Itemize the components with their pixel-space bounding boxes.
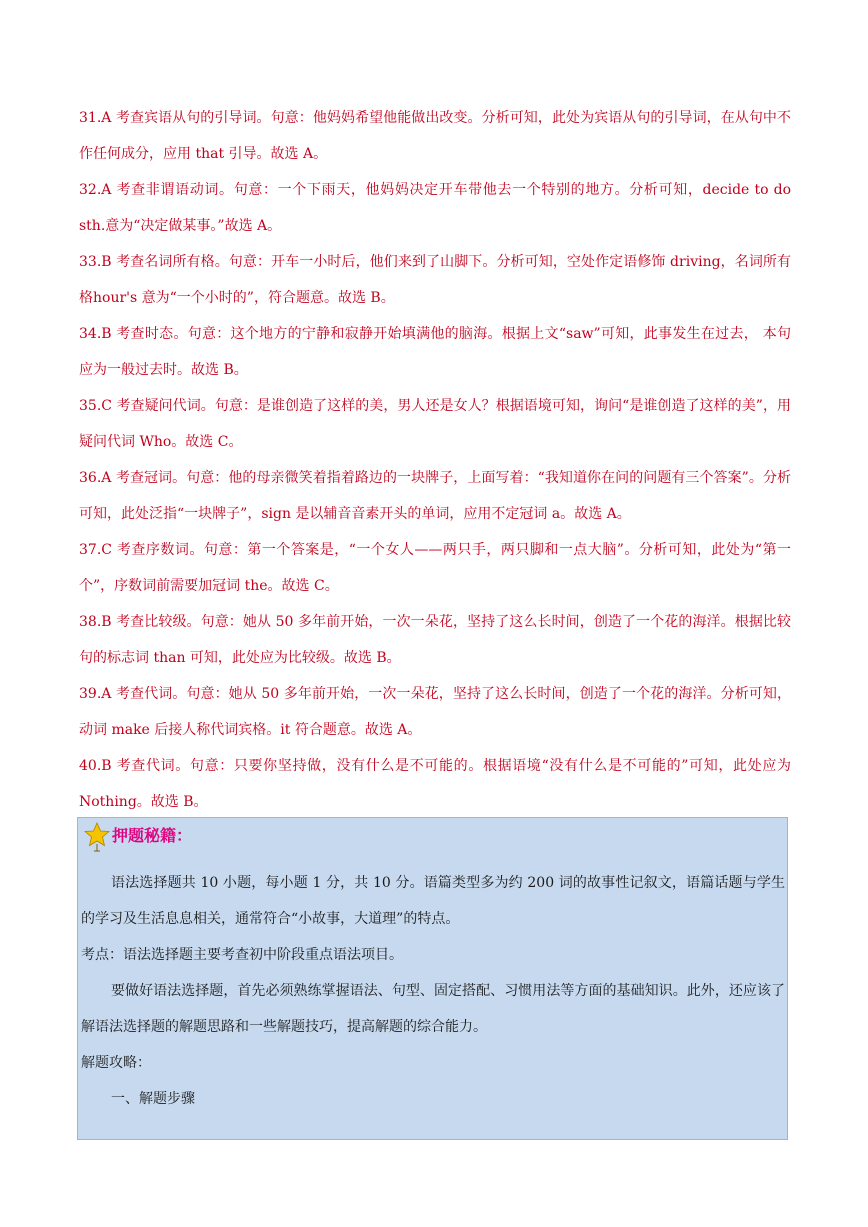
answer-33: 33.B 考查名词所有格。句意：开车一小时后，他们来到了山脚下。分析可知，空处作定语修饰 driving，名词所有格hour's 意为“一个小时的”，符合题意。故选 B。	[79, 254, 791, 306]
answer-38: 38.B 考查比较级。句意：她从 50 多年前开始，一次一朵花，坚持了这么长时间，创造了一个花的海洋。根据比较句的标志词 than 可知，此处应为比较级。故选 B。	[79, 614, 791, 666]
answer-39: 39.A 考查代词。句意：她从 50 多年前开始，一次一朵花，坚持了这么长时间，创造了一个花的海洋。分析可知，动词 make 后接人称代词宾格。it 符合题意。故选 A。	[79, 686, 791, 738]
answer-36: 36.A 考查冠词。句意：他的母亲微笑着指着路边的一块牌子，上面写着：“我知道你在问的问题有三个答案”。分析可知，此处泛指“一块牌子”，sign 是以辅音音素开头的单词，应用不定冠词 a。故选 A。	[79, 470, 791, 522]
tips-paragraph-steps: 一、解题步骤	[111, 1091, 195, 1107]
star-icon	[84, 822, 110, 852]
tips-box	[77, 817, 788, 1140]
answer-37: 37.C 考查序数词。句意：第一个答案是，“一个女人——两只手，两只脚和一点大脑”。分析可知，此处为“第一个”，序数词前需要加冠词 the。故选 C。	[79, 542, 791, 594]
answer-31: 31.A 考查宾语从句的引导词。句意：他妈妈希望他能做出改变。分析可知，此处为宾语从句的引导词，在从句中不作任何成分，应用 that 引导。故选 A。	[79, 110, 791, 162]
tips-paragraph-strategy: 解题攻略：	[81, 1055, 151, 1071]
tips-paragraph-points: 考点：语法选择题主要考查初中阶段重点语法项目。	[81, 947, 403, 963]
answer-35: 35.C 考查疑问代词。句意：是谁创造了这样的美，男人还是女人？根据语境可知，询问“是谁创造了这样的美”，用疑问代词 Who。故选 C。	[79, 398, 791, 450]
answer-40: 40.B 考查代词。句意：只要你坚持做，没有什么是不可能的。根据语境“没有什么是不可能的”可知，此处应为 Nothing。故选 B。	[79, 758, 791, 810]
tips-paragraph-method: 要做好语法选择题，首先必须熟练掌握语法、句型、固定搭配、习惯用法等方面的基础知识。此外，还应该了解语法选择题的解题思路和一些解题技巧，提高解题的综合能力。	[81, 983, 785, 1035]
answer-list	[79, 100, 791, 820]
answer-32: 32.A 考查非谓语动词。句意：一个下雨天，他妈妈决定开车带他去一个特别的地方。分析可知，decide to do sth.意为“决定做某事。”故选 A。	[79, 182, 791, 234]
tips-paragraph-intro: 语法选择题共 10 小题，每小题 1 分，共 10 分。语篇类型多为约 200 词的故事性记叙文，语篇话题与学生的学习及生活息息相关，通常符合“小故事，大道理”的特点。	[81, 875, 785, 927]
tips-header	[84, 822, 192, 852]
tips-title: 押题秘籍：	[112, 825, 193, 845]
answer-34: 34.B 考查时态。句意：这个地方的宁静和寂静开始填满他的脑海。根据上文“saw”可知，此事发生在过去， 本句应为一般过去时。故选 B。	[79, 326, 791, 378]
tips-body	[81, 865, 785, 1117]
